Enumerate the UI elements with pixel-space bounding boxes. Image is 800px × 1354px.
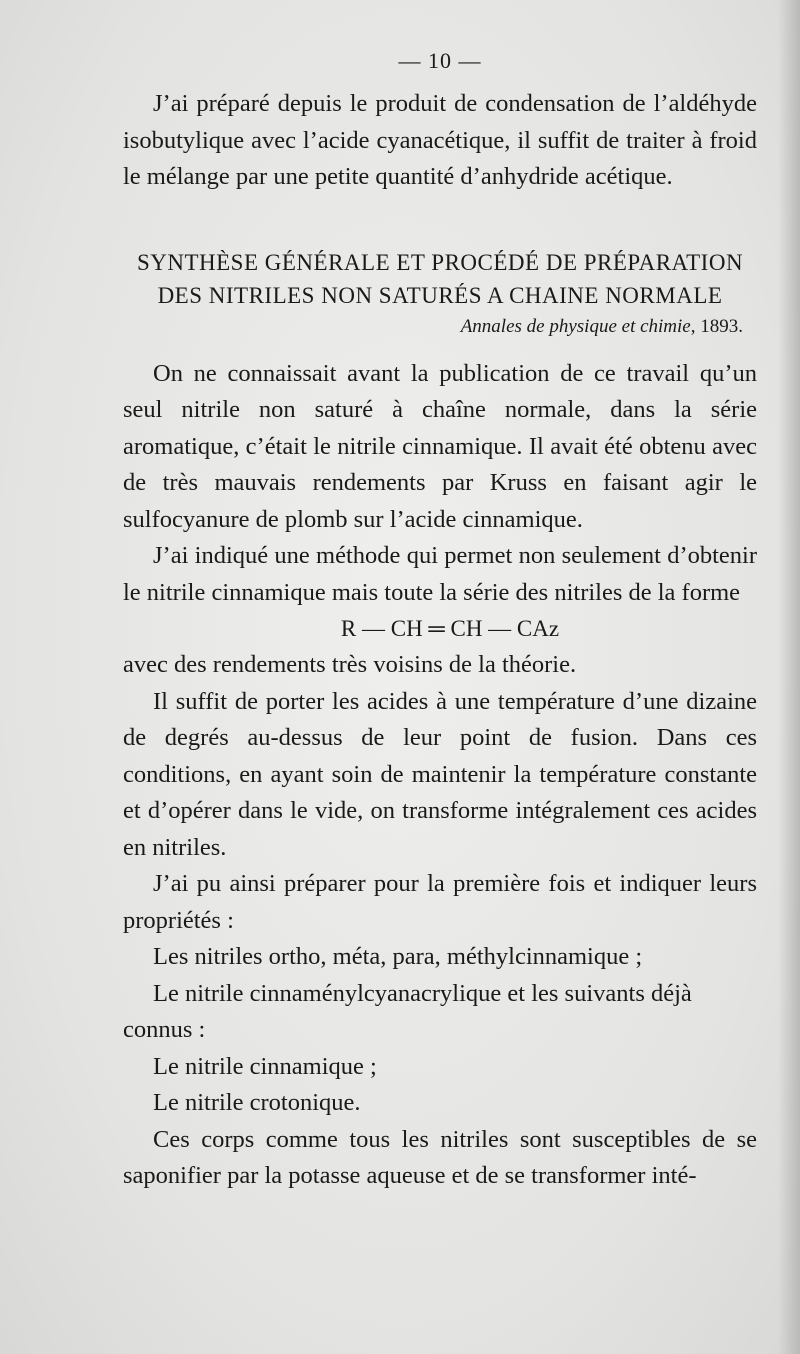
chemical-formula: R — CH ═ CH — CAz xyxy=(340,616,560,641)
list-item: Le nitrile cinnaménylcyanacrylique et les suivants déjà connus : xyxy=(123,979,692,1043)
paragraph-method: J’ai indiqué une méthode qui permet non seulement d’obtenir le nitrile cinnamique mais toute la série des nitriles de la forme xyxy=(123,542,757,606)
section-heading xyxy=(123,246,757,312)
list-item: Le nitrile crotonique. xyxy=(153,1089,361,1116)
page-text xyxy=(123,42,757,1195)
paragraph-aldehyde: J’ai préparé depuis le produit de condensation de l’aldéhyde isobutylique avec l’acide cyanacétique, il suffit de traiter à froid le mélange par une petite quantité d’anhydride acétique. xyxy=(123,90,757,190)
paragraph-intro: On ne connaissait avant la publication de ce travail qu’un seul nitrile non saturé à chaîne normale, dans la série aromatique, c’était le nitrile cinnamique. Il avait été obtenu avec de très mauvais rendements par Kruss en faisant agir le sulfocyanure de plomb sur l’acide cinnamique. xyxy=(123,359,757,533)
list-item: Les nitriles ortho, méta, para, méthylcinnamique ; xyxy=(153,943,643,970)
citation xyxy=(123,312,757,342)
section-heading-line-2: DES NITRILES NON SATURÉS A CHAINE NORMALE xyxy=(157,282,723,308)
paragraph-saponification: Ces corps comme tous les nitriles sont susceptibles de se saponifier par la potasse aqueuse et de se transformer inté- xyxy=(123,1125,757,1189)
list-item: Le nitrile cinnamique ; xyxy=(153,1052,377,1080)
page-number: — 10 — xyxy=(398,48,482,73)
paragraph-yields: avec des rendements très voisins de la théorie. xyxy=(123,651,577,678)
section-heading-line-1: SYNTHÈSE GÉNÉRALE ET PROCÉDÉ DE PRÉPARATION xyxy=(136,249,744,275)
page-edge-shadow xyxy=(778,0,800,1354)
paragraph-procedure: Il suffit de porter les acides à une température d’une dizaine de degrés au-dessus de leur point de fusion. Dans ces conditions, en ayant soin de maintenir la température constante et d’opérer dans le vide, on transforme intégralement ces acides en nitriles. xyxy=(123,687,757,861)
citation-year: , 1893. xyxy=(690,315,743,337)
paragraph-prepared: J’ai pu ainsi préparer pour la première fois et indiquer leurs propriétés : xyxy=(123,870,757,934)
citation-journal: Annales de physique et chimie xyxy=(460,315,691,337)
